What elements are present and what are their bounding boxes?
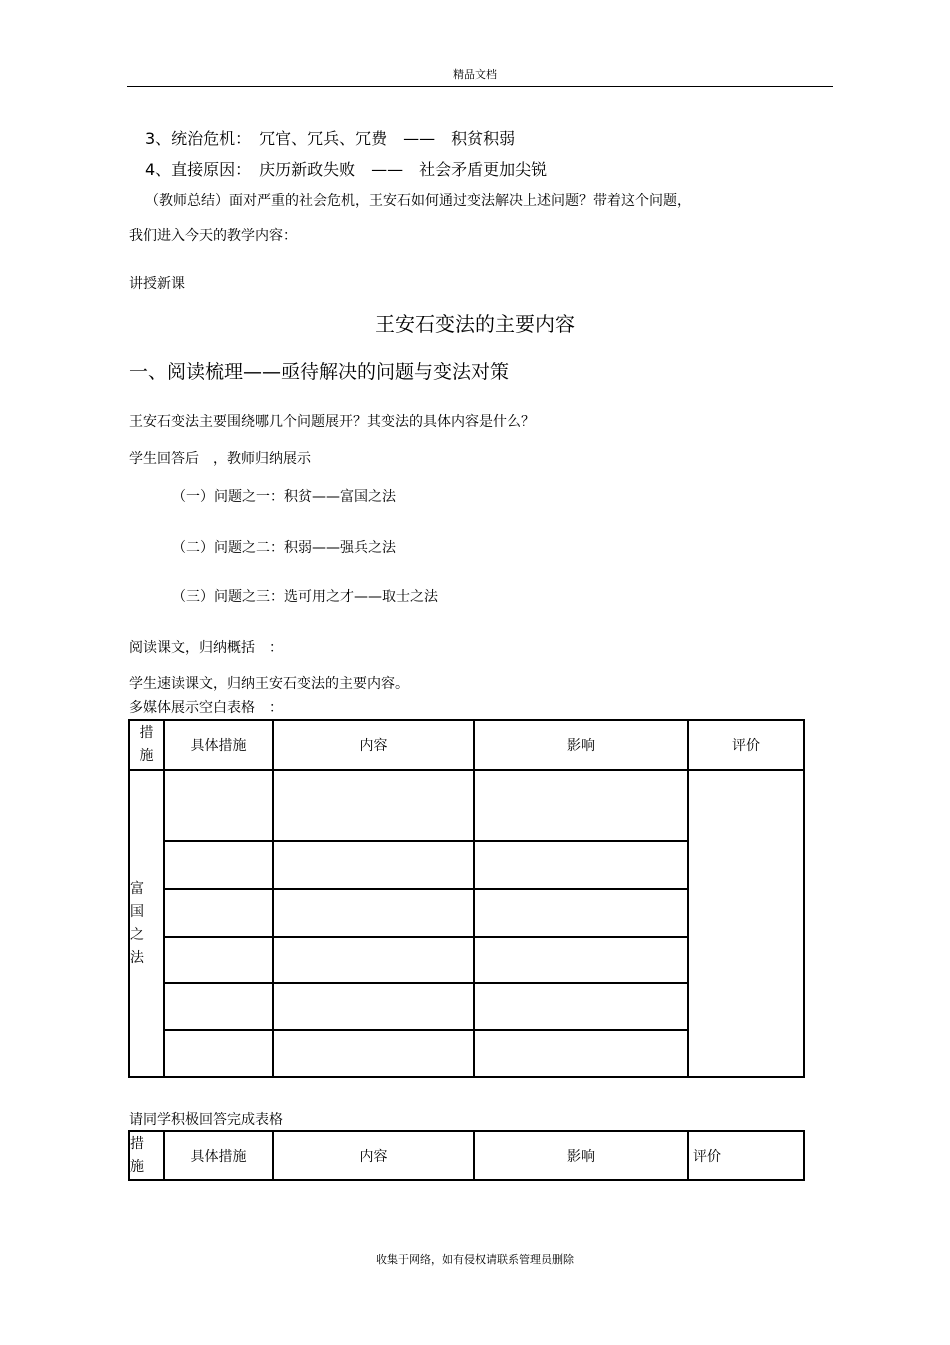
header-cell-specific: 具体措施 (164, 1131, 273, 1180)
student-answer-text: 学生回答后 ，教师归纳展示 (129, 451, 311, 467)
table2-label: 请同学积极回答完成表格 (129, 1112, 283, 1128)
intro-line-3: 3、统治危机： 冗官、冗兵、冗费 —— 积贫积弱 (145, 129, 516, 148)
page-footer: 收集于网络，如有侵权请联系管理员删除 (376, 1253, 574, 1266)
empty-cell (164, 841, 273, 889)
teacher-summary-line-1: （教师总结）面对严重的社会危机，王安石如何通过变法解决上述问题？带着这个问题， (145, 193, 691, 209)
header-cell-measure: 措 施 (129, 720, 164, 770)
problem-item: （二）问题之二：积弱——强兵之法 (172, 540, 396, 556)
header-cell-content: 内容 (273, 720, 474, 770)
teacher-summary-line-2: 我们进入今天的教学内容： (129, 228, 297, 244)
empty-cell (474, 937, 688, 983)
header-cell-impact: 影响 (474, 720, 688, 770)
evaluation-empty-cell (688, 770, 804, 1077)
problem-item: （一）问题之一：积贫——富国之法 (172, 489, 396, 505)
header-cell-measure: 措 施 (129, 1131, 164, 1180)
empty-cell (474, 841, 688, 889)
blank-measures-table (128, 719, 805, 1078)
empty-cell (273, 937, 474, 983)
empty-cell (164, 937, 273, 983)
table-header-row (129, 1131, 804, 1180)
main-title: 王安石变法的主要内容 (375, 312, 575, 336)
empty-cell (164, 889, 273, 937)
empty-cell (474, 983, 688, 1030)
page-header: 精品文档 (453, 68, 497, 81)
empty-cell (273, 889, 474, 937)
header-cell-evaluation: 评价 (688, 1131, 804, 1180)
empty-cell (164, 1030, 273, 1077)
empty-cell (273, 983, 474, 1030)
header-cell-content: 内容 (273, 1131, 474, 1180)
header-cell-specific: 具体措施 (164, 720, 273, 770)
table-row (129, 770, 804, 841)
category-cell-fuguo: 富 国 之 法 (129, 770, 164, 1077)
header-rule (127, 86, 833, 87)
section-label: 讲授新课 (129, 276, 185, 292)
header-cell-impact: 影响 (474, 1131, 688, 1180)
media-label: 多媒体展示空白表格 ： (129, 700, 283, 716)
problem-item: （三）问题之三：选可用之才——取士之法 (172, 589, 438, 605)
intro-line-4: 4、直接原因： 庆历新政失败 —— 社会矛盾更加尖锐 (145, 160, 548, 179)
question-text: 王安石变法主要围绕哪几个问题展开？其变法的具体内容是什么？ (129, 414, 535, 430)
empty-cell (474, 889, 688, 937)
student-read-text: 学生速读课文，归纳王安石变法的主要内容。 (129, 676, 409, 692)
empty-cell (273, 770, 474, 841)
empty-cell (474, 1030, 688, 1077)
empty-cell (164, 770, 273, 841)
header-cell-evaluation: 评价 (688, 720, 804, 770)
empty-cell (164, 983, 273, 1030)
table-header-row (129, 720, 804, 770)
empty-cell (474, 770, 688, 841)
empty-cell (273, 1030, 474, 1077)
answer-table (128, 1130, 805, 1181)
read-prompt: 阅读课文，归纳概括 ： (129, 640, 283, 656)
empty-cell (273, 841, 474, 889)
heading-1: 一、阅读梳理——亟待解决的问题与变法对策 (129, 361, 510, 383)
